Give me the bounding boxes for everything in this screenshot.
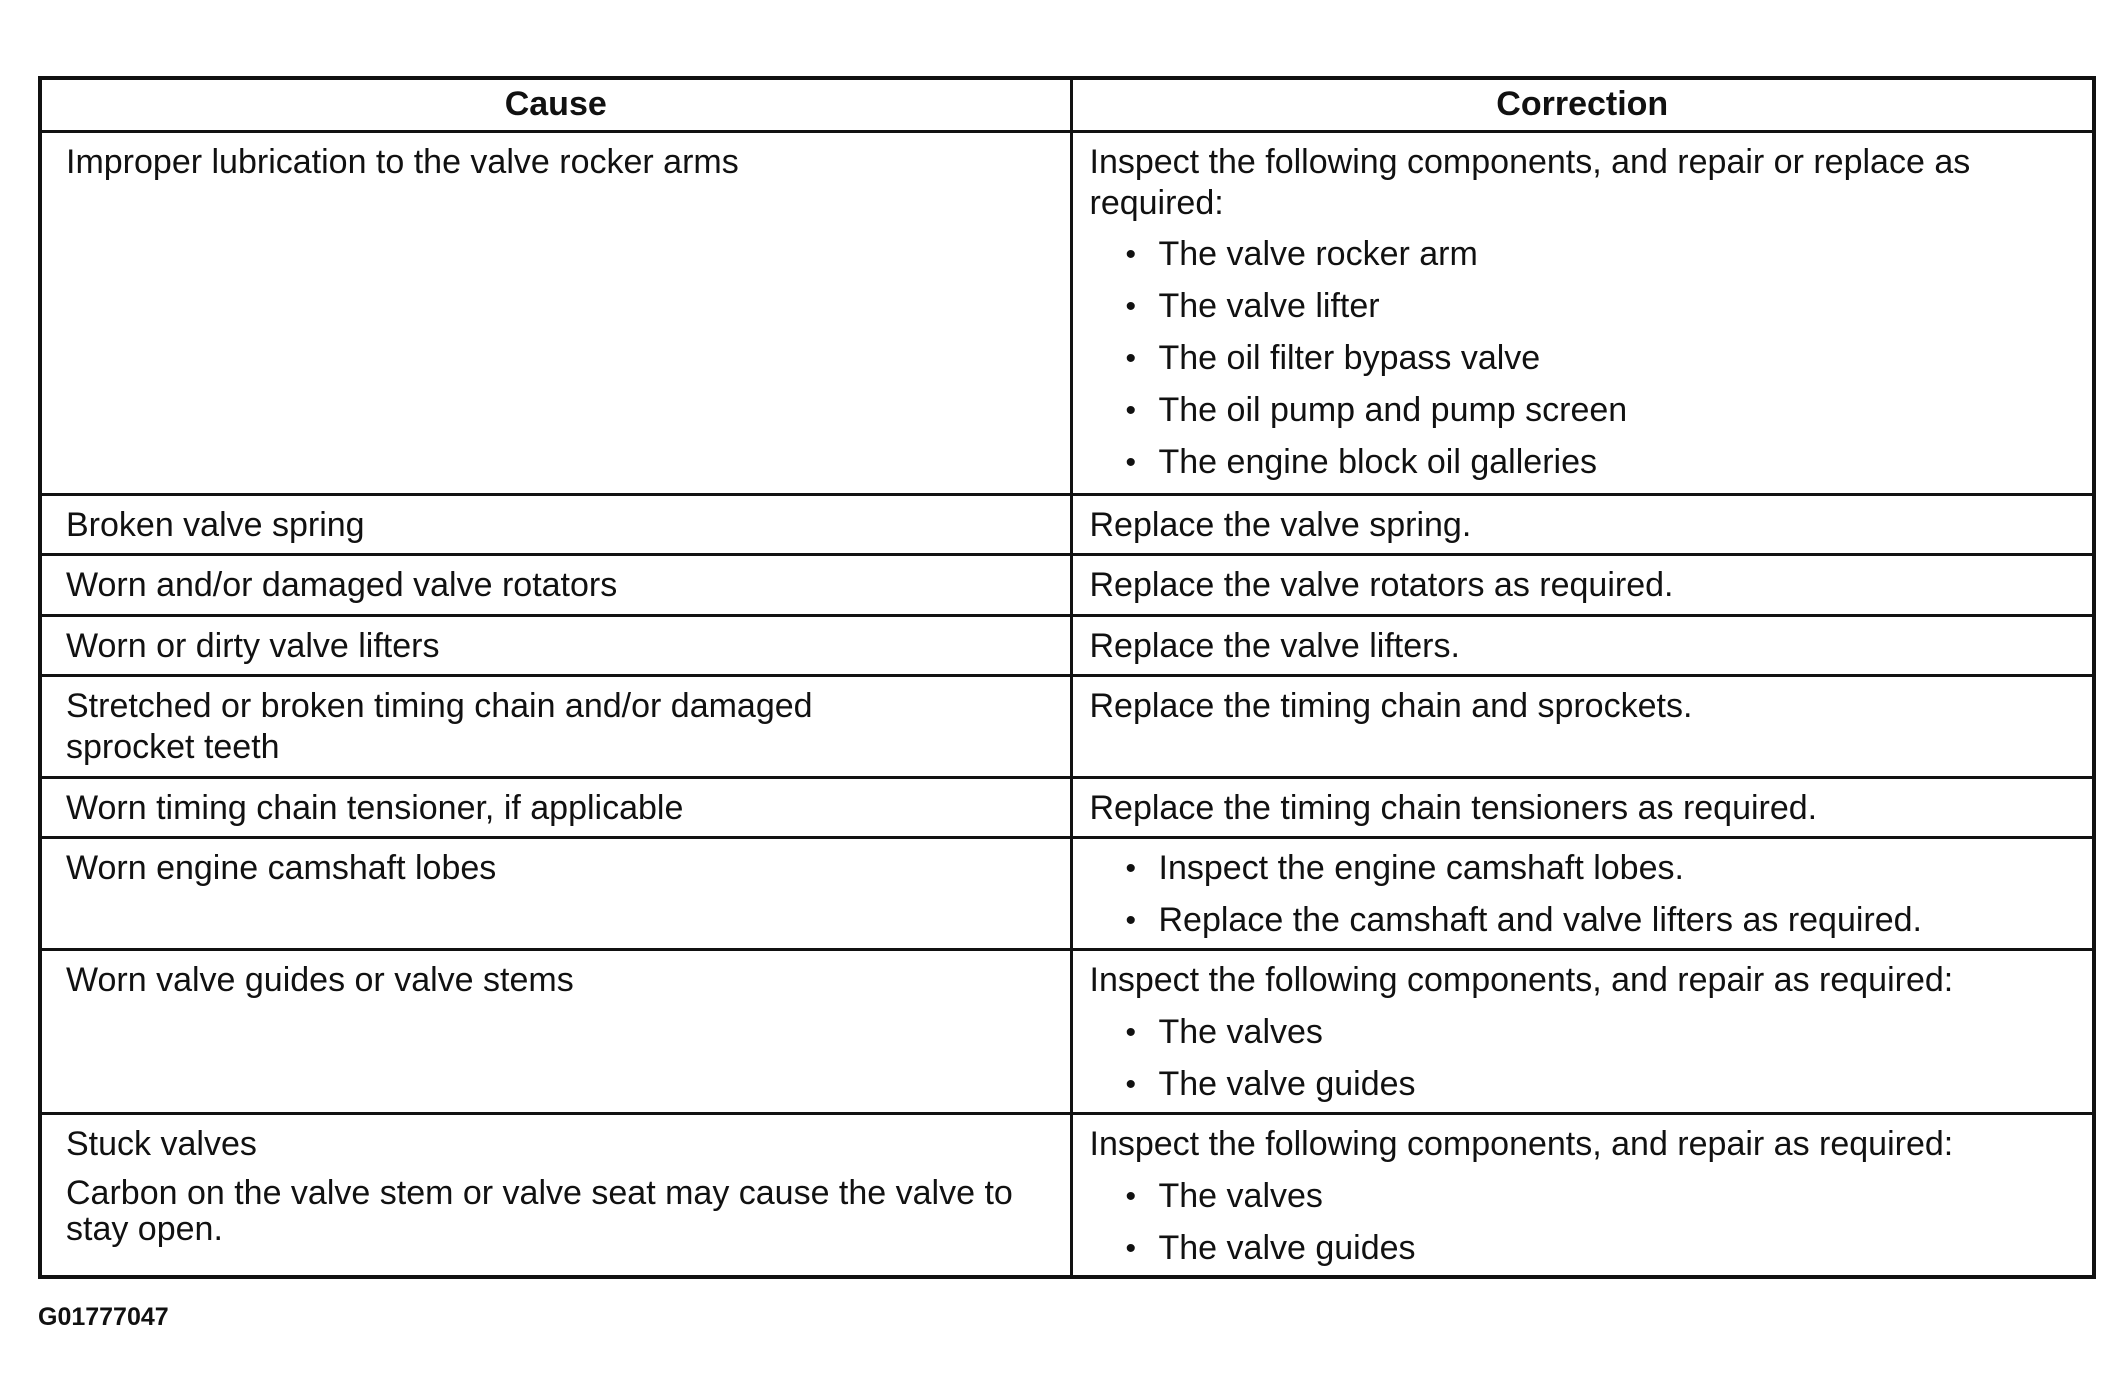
- table-row: [40, 949, 2094, 1113]
- cause-text: Worn engine camshaft lobes: [66, 848, 497, 887]
- correction-text: Replace the valve rotators as required.: [1089, 565, 1674, 604]
- list-item: [1126, 1228, 2077, 1269]
- header-correction: Correction: [1071, 78, 2094, 131]
- list-item: [1126, 286, 2077, 327]
- cause-cell: [40, 131, 1071, 494]
- list-item: [1126, 338, 2077, 379]
- header-cause: Cause: [40, 78, 1071, 131]
- correction-bullet-list: [1090, 1012, 2077, 1105]
- list-item-text: The engine block oil galleries: [1158, 442, 1597, 481]
- list-item: [1126, 900, 2077, 941]
- bullet-icon: •: [1125, 237, 1137, 271]
- correction-text: Inspect the following components, and repair or replace as required:: [1089, 142, 1971, 222]
- correction-text: Replace the timing chain and sprockets.: [1089, 686, 1693, 725]
- bullet-icon: •: [1125, 341, 1137, 375]
- cause-text: Stuck valves: [66, 1124, 257, 1163]
- list-item: [1126, 234, 2077, 275]
- bullet-icon: •: [1125, 851, 1137, 885]
- table-row: [40, 1113, 2094, 1277]
- cause-text: Broken valve spring: [66, 505, 365, 544]
- table-row: [40, 837, 2094, 949]
- list-item-text: Inspect the engine camshaft lobes.: [1158, 848, 1684, 887]
- table-row: [40, 554, 2094, 615]
- cause-text: Worn valve guides or valve stems: [66, 960, 574, 999]
- list-item-text: The oil filter bypass valve: [1158, 338, 1541, 377]
- cause-note-text: Carbon on the valve stem or valve seat may cause the valve to stay open.: [66, 1173, 1013, 1248]
- correction-text: Inspect the following components, and repair as required:: [1089, 1124, 1954, 1163]
- correction-text: Replace the timing chain tensioners as required.: [1089, 788, 1818, 827]
- correction-bullet-list: [1090, 1176, 2077, 1269]
- list-item: [1126, 390, 2077, 431]
- correction-cell: [1071, 615, 2094, 675]
- cause-cell: [40, 1113, 1071, 1277]
- table-row: [40, 615, 2094, 675]
- correction-text: Inspect the following components, and repair as required:: [1089, 960, 1954, 999]
- list-item-text: The valve guides: [1158, 1064, 1416, 1103]
- table-row: [40, 675, 2094, 777]
- list-item-text: Replace the camshaft and valve lifters as required.: [1158, 900, 1923, 939]
- cause-cell: [40, 837, 1071, 949]
- correction-cell: [1071, 1113, 2094, 1277]
- cause-cell: [40, 554, 1071, 615]
- correction-text: Replace the valve lifters.: [1089, 626, 1460, 665]
- cause-text: Worn timing chain tensioner, if applicable: [66, 788, 684, 827]
- cause-text: Worn and/or damaged valve rotators: [66, 565, 618, 604]
- list-item: [1126, 1064, 2077, 1105]
- bullet-icon: •: [1125, 1015, 1137, 1049]
- list-item-text: The valves: [1158, 1176, 1323, 1215]
- list-item-text: The valve rocker arm: [1158, 234, 1478, 273]
- bullet-icon: •: [1125, 1179, 1137, 1213]
- list-item-text: The valve guides: [1158, 1228, 1416, 1267]
- list-item: [1126, 848, 2077, 889]
- correction-cell: [1071, 777, 2094, 837]
- correction-cell: [1071, 494, 2094, 554]
- bullet-icon: •: [1125, 289, 1137, 323]
- list-item-text: The valve lifter: [1158, 286, 1380, 325]
- cause-text: Worn or dirty valve lifters: [66, 626, 440, 665]
- bullet-icon: •: [1125, 1231, 1137, 1265]
- correction-cell: [1071, 675, 2094, 777]
- cause-cell: [40, 777, 1071, 837]
- table-row: [40, 494, 2094, 554]
- table-row: [40, 131, 2094, 494]
- table-row: [40, 777, 2094, 837]
- cause-correction-table: [38, 76, 2096, 1279]
- correction-bullet-list: [1090, 234, 2077, 483]
- correction-cell: [1071, 131, 2094, 494]
- correction-cell: [1071, 949, 2094, 1113]
- table-header-row: [40, 78, 2094, 131]
- correction-cell: [1071, 837, 2094, 949]
- figure-id-label: G01777047: [38, 1303, 169, 1331]
- bullet-icon: •: [1125, 903, 1137, 937]
- cause-cell: [40, 949, 1071, 1113]
- list-item: [1126, 1012, 2077, 1053]
- correction-bullet-list: [1090, 848, 2077, 941]
- cause-text: Improper lubrication to the valve rocker arms: [66, 142, 739, 181]
- list-item-text: The valves: [1158, 1012, 1323, 1051]
- list-item-text: The oil pump and pump screen: [1158, 390, 1628, 429]
- bullet-icon: •: [1125, 445, 1137, 479]
- bullet-icon: •: [1125, 393, 1137, 427]
- cause-cell: [40, 675, 1071, 777]
- cause-cell: [40, 615, 1071, 675]
- list-item: [1126, 442, 2077, 483]
- correction-text: Replace the valve spring.: [1089, 505, 1472, 544]
- correction-cell: [1071, 554, 2094, 615]
- cause-cell: [40, 494, 1071, 554]
- cause-text: Stretched or broken timing chain and/or damaged sprocket teeth: [66, 686, 813, 766]
- bullet-icon: •: [1125, 1067, 1137, 1101]
- list-item: [1126, 1176, 2077, 1217]
